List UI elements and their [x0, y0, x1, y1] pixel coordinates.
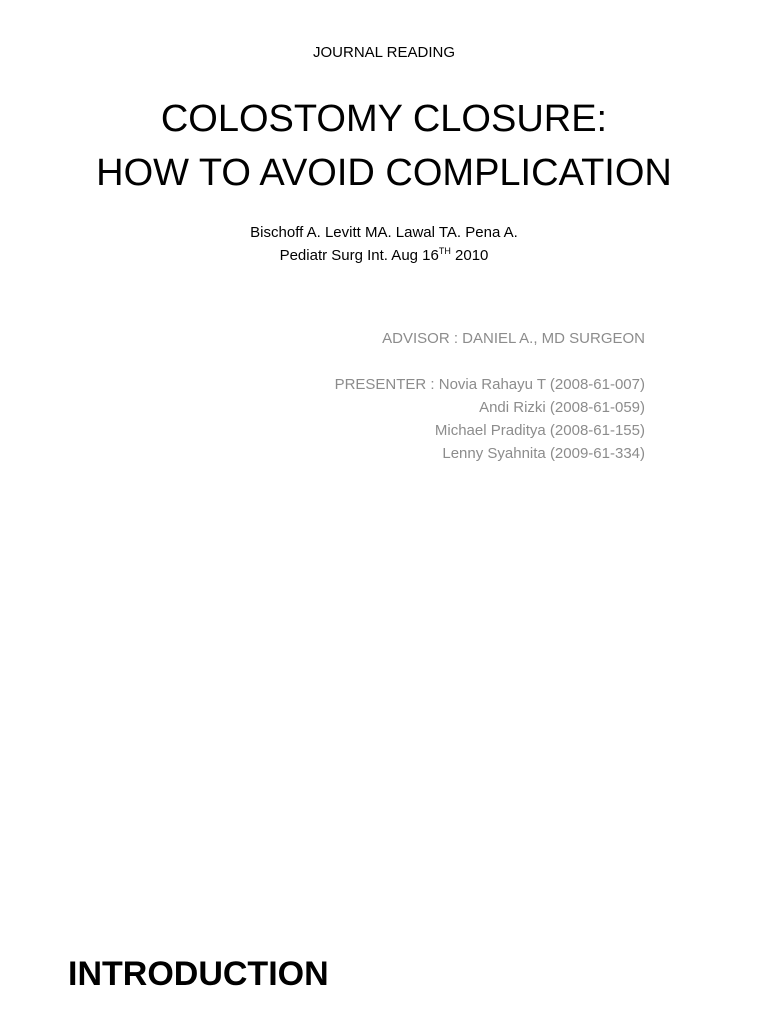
title-line-2: HOW TO AVOID COMPLICATION	[96, 152, 672, 194]
citation-journal-date: Pediatr Surg Int. Aug 16	[279, 247, 439, 264]
citation-authors: Bischoff A. Levitt MA. Lawal TA. Pena A.	[250, 224, 518, 241]
document-kicker: JOURNAL READING	[313, 44, 455, 61]
citation	[0, 221, 768, 267]
presenter-line: PRESENTER : Novia Rahayu T (2008-61-007)	[334, 376, 645, 393]
presenter-list	[335, 373, 645, 465]
document-title	[0, 92, 768, 200]
advisor-line: ADVISOR : DANIEL A., MD SURGEON	[382, 330, 645, 347]
presenter-line: Andi Rizki (2008-61-059)	[479, 399, 645, 416]
section-heading-introduction: INTRODUCTION	[68, 955, 329, 993]
presenter-line: Michael Praditya (2008-61-155)	[434, 422, 645, 439]
citation-date-suffix: TH	[438, 246, 451, 256]
title-line-1: COLOSTOMY CLOSURE:	[160, 98, 608, 140]
citation-year: 2010	[450, 247, 489, 264]
presenter-line: Lenny Syahnita (2009-61-334)	[442, 445, 645, 462]
citation-journal	[0, 244, 768, 267]
